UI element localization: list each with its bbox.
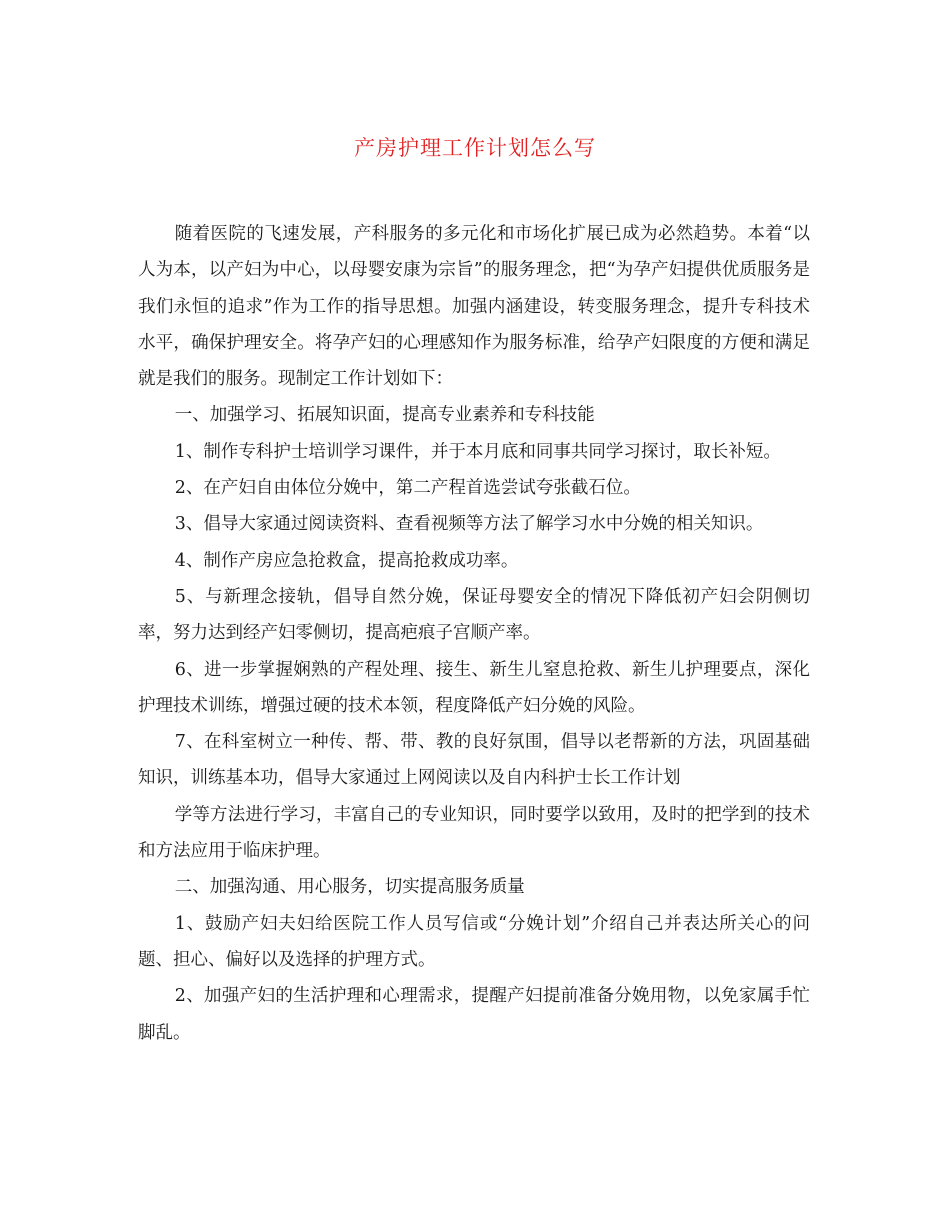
intro-paragraph: 随着医院的飞速发展，产科服务的多元化和市场化扩展已成为必然趋势。本着“以人为本，以产妇为中心，以母婴安康为宗旨”的服务理念，把“为孕产妇提供优质服务是我们永恒的追求”作为工作的指导思想。加强内涵建设，转变服务理念，提升专科技术水平，确保护理安全。将孕产妇的心理感知作为服务标准，给孕产妇限度的方便和满足就是我们的服务。现制定工作计划如下： xyxy=(138,224,810,390)
list-item: 1、鼓励产妇夫妇给医院工作人员写信或“分娩计划”介绍自己并表达所关心的问题、担心、偏好以及选择的护理方式。 xyxy=(138,913,810,970)
document-title: 产房护理工作计划怎么写 xyxy=(354,136,596,160)
list-item: 5、与新理念接轨，倡导自然分娩，保证母婴安全的情况下降低初产妇会阴侧切率，努力达到经产妇零侧切，提高疤痕子宫顺产率。 xyxy=(138,586,810,644)
list-item: 2、加强产妇的生活护理和心理需求，提醒产妇提前准备分娩用物，以免家属手忙脚乱。 xyxy=(138,986,810,1043)
section-heading-1: 一、加强学习、拓展知识面，提高专业素养和专科技能 xyxy=(174,405,595,426)
list-item: 3、倡导大家通过阅读资料、查看视频等方法了解学习水中分娩的相关知识。 xyxy=(174,514,764,535)
section-heading-2: 二、加强沟通、用心服务，切实提高服务质量 xyxy=(174,877,525,898)
document-body xyxy=(138,216,810,1051)
list-item: 7、在科室树立一种传、帮、带、教的良好氛围，倡导以老帮新的方法，巩固基础知识，训练基本功，倡导大家通过上网阅读以及自内科护士长工作计划 xyxy=(138,732,810,789)
list-item: 2、在产妇自由体位分娩中，第二产程首选尝试夸张截石位。 xyxy=(174,478,641,499)
list-item-continuation: 学等方法进行学习，丰富自己的专业知识，同时要学以致用，及时的把学到的技术和方法应用于临床护理。 xyxy=(138,804,810,862)
list-item: 4、制作产房应急抢救盒，提高抢救成功率。 xyxy=(174,550,519,571)
list-item: 6、进一步掌握娴熟的产程处理、接生、新生儿窒息抢救、新生儿护理要点，深化护理技术训练，增强过硬的技术本领，程度降低产妇分娩的风险。 xyxy=(138,659,810,716)
list-item: 1、制作专科护士培训学习课件，并于本月底和同事共同学习探讨，取长补短。 xyxy=(174,441,781,462)
